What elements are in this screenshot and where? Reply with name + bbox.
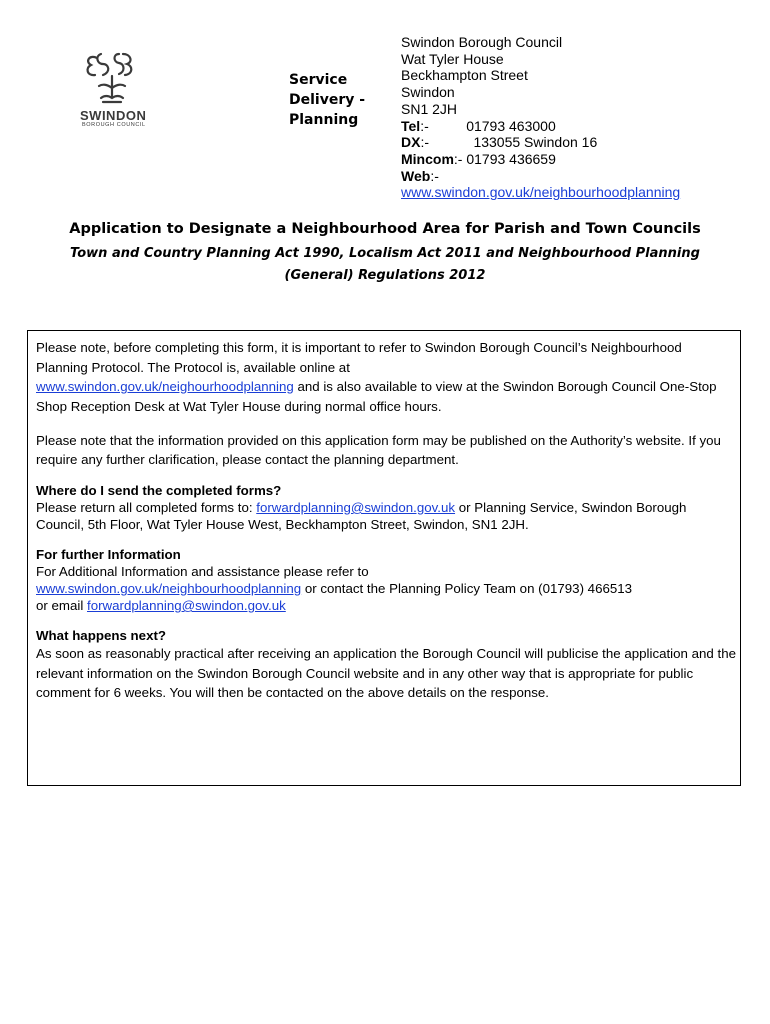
mincom-row	[401, 151, 680, 168]
info-or: or email	[36, 598, 87, 613]
send-email-link[interactable]: forwardplanning@swindon.gov.uk	[256, 500, 456, 515]
logo-subtitle: BOROUGH COUNCIL	[82, 122, 146, 128]
send-heading: Where do I send the completed forms?	[36, 483, 282, 498]
next-heading: What happens next?	[36, 628, 167, 643]
service-line-3: Planning	[289, 112, 359, 128]
subtitle-line-2: (General) Regulations 2012	[284, 268, 486, 283]
page-title: Application to Designate a Neighbourhood Area for Parish and Town Councils	[69, 221, 701, 237]
council-address	[401, 34, 680, 201]
logo-wordmark: SWINDON	[80, 108, 147, 123]
info-line-1: For Additional Information and assistance please refer to	[36, 564, 369, 579]
address-line: Wat Tyler House	[401, 50, 504, 67]
tel-row	[401, 118, 680, 135]
send-section	[36, 482, 736, 533]
info-web-link[interactable]: www.swindon.gov.uk/neighbourhoodplanning	[36, 581, 302, 596]
info-email-link[interactable]: forwardplanning@swindon.gov.uk	[87, 598, 286, 613]
web-sep: :-	[430, 167, 439, 184]
dx-value: 133055 Swindon 16	[473, 134, 598, 151]
tel-label: Tel	[401, 117, 421, 134]
service-line-2: Delivery -	[289, 92, 366, 108]
next-text: As soon as reasonably practical after receiving an application the Borough Council will publicise the application and the relevant information on the Swindon Borough Council website and in any other way that is appropriate for public comment for 6 weeks. You will then be contacted on the above details on the response.	[36, 646, 736, 700]
send-after: or Planning Service, Swindon Borough Council, 5th Floor, Wat Tyler House West, Beckhampton Street, Swindon, SN1 2JH.	[36, 500, 687, 532]
protocol-after: and is also available to view at the Swindon Borough Council One-Stop Shop Reception Desk at Wat Tyler House during normal office hours.	[36, 379, 717, 414]
publication-note: Please note that the information provided on this application form may be published on the Authority’s website. If you require any further clarification, please contact the planning department.	[36, 433, 721, 467]
next-section	[36, 627, 736, 703]
info-section	[36, 546, 736, 614]
dx-sep: :-	[420, 134, 430, 151]
address-line: SN1 2JH	[401, 100, 458, 117]
info-heading: For further Information	[36, 547, 181, 562]
address-line: Swindon	[401, 84, 455, 101]
guidance-box	[27, 330, 741, 786]
subtitle-line-1: Town and Country Planning Act 1990, Localism Act 2011 and Neighbourhood Planning	[70, 246, 700, 261]
address-line: Swindon Borough Council	[401, 34, 563, 50]
tree-emblem-icon	[75, 48, 149, 110]
mincom-value: 01793 436659	[462, 150, 556, 167]
tel-sep: :-	[420, 117, 429, 134]
web-row	[401, 168, 680, 185]
dx-label: DX	[401, 134, 421, 151]
protocol-text: Please note, before completing this form, it is important to refer to Swindon Borough Council’s Neighbourhood Planning Protocol. The Protocol is, available online at	[36, 340, 682, 375]
tel-value: 01793 463000	[466, 117, 556, 134]
send-before: Please return all completed forms to:	[36, 500, 257, 515]
web-label: Web	[401, 167, 431, 184]
service-line-1: Service	[289, 72, 348, 88]
mincom-sep: :-	[453, 150, 463, 167]
mincom-label: Mincom	[401, 150, 454, 167]
dx-row	[401, 134, 680, 151]
address-line: Beckhampton Street	[401, 67, 528, 84]
protocol-link[interactable]: www.swindon.gov.uk/neighourhoodplanning	[36, 379, 294, 394]
page-subtitle	[40, 243, 730, 287]
protocol-paragraph	[36, 338, 736, 416]
info-mid: or contact the Planning Policy Team on (01793) 466513	[301, 581, 633, 596]
web-link[interactable]: www.swindon.gov.uk/neighbourhoodplanning	[401, 184, 681, 201]
service-heading	[289, 70, 365, 130]
